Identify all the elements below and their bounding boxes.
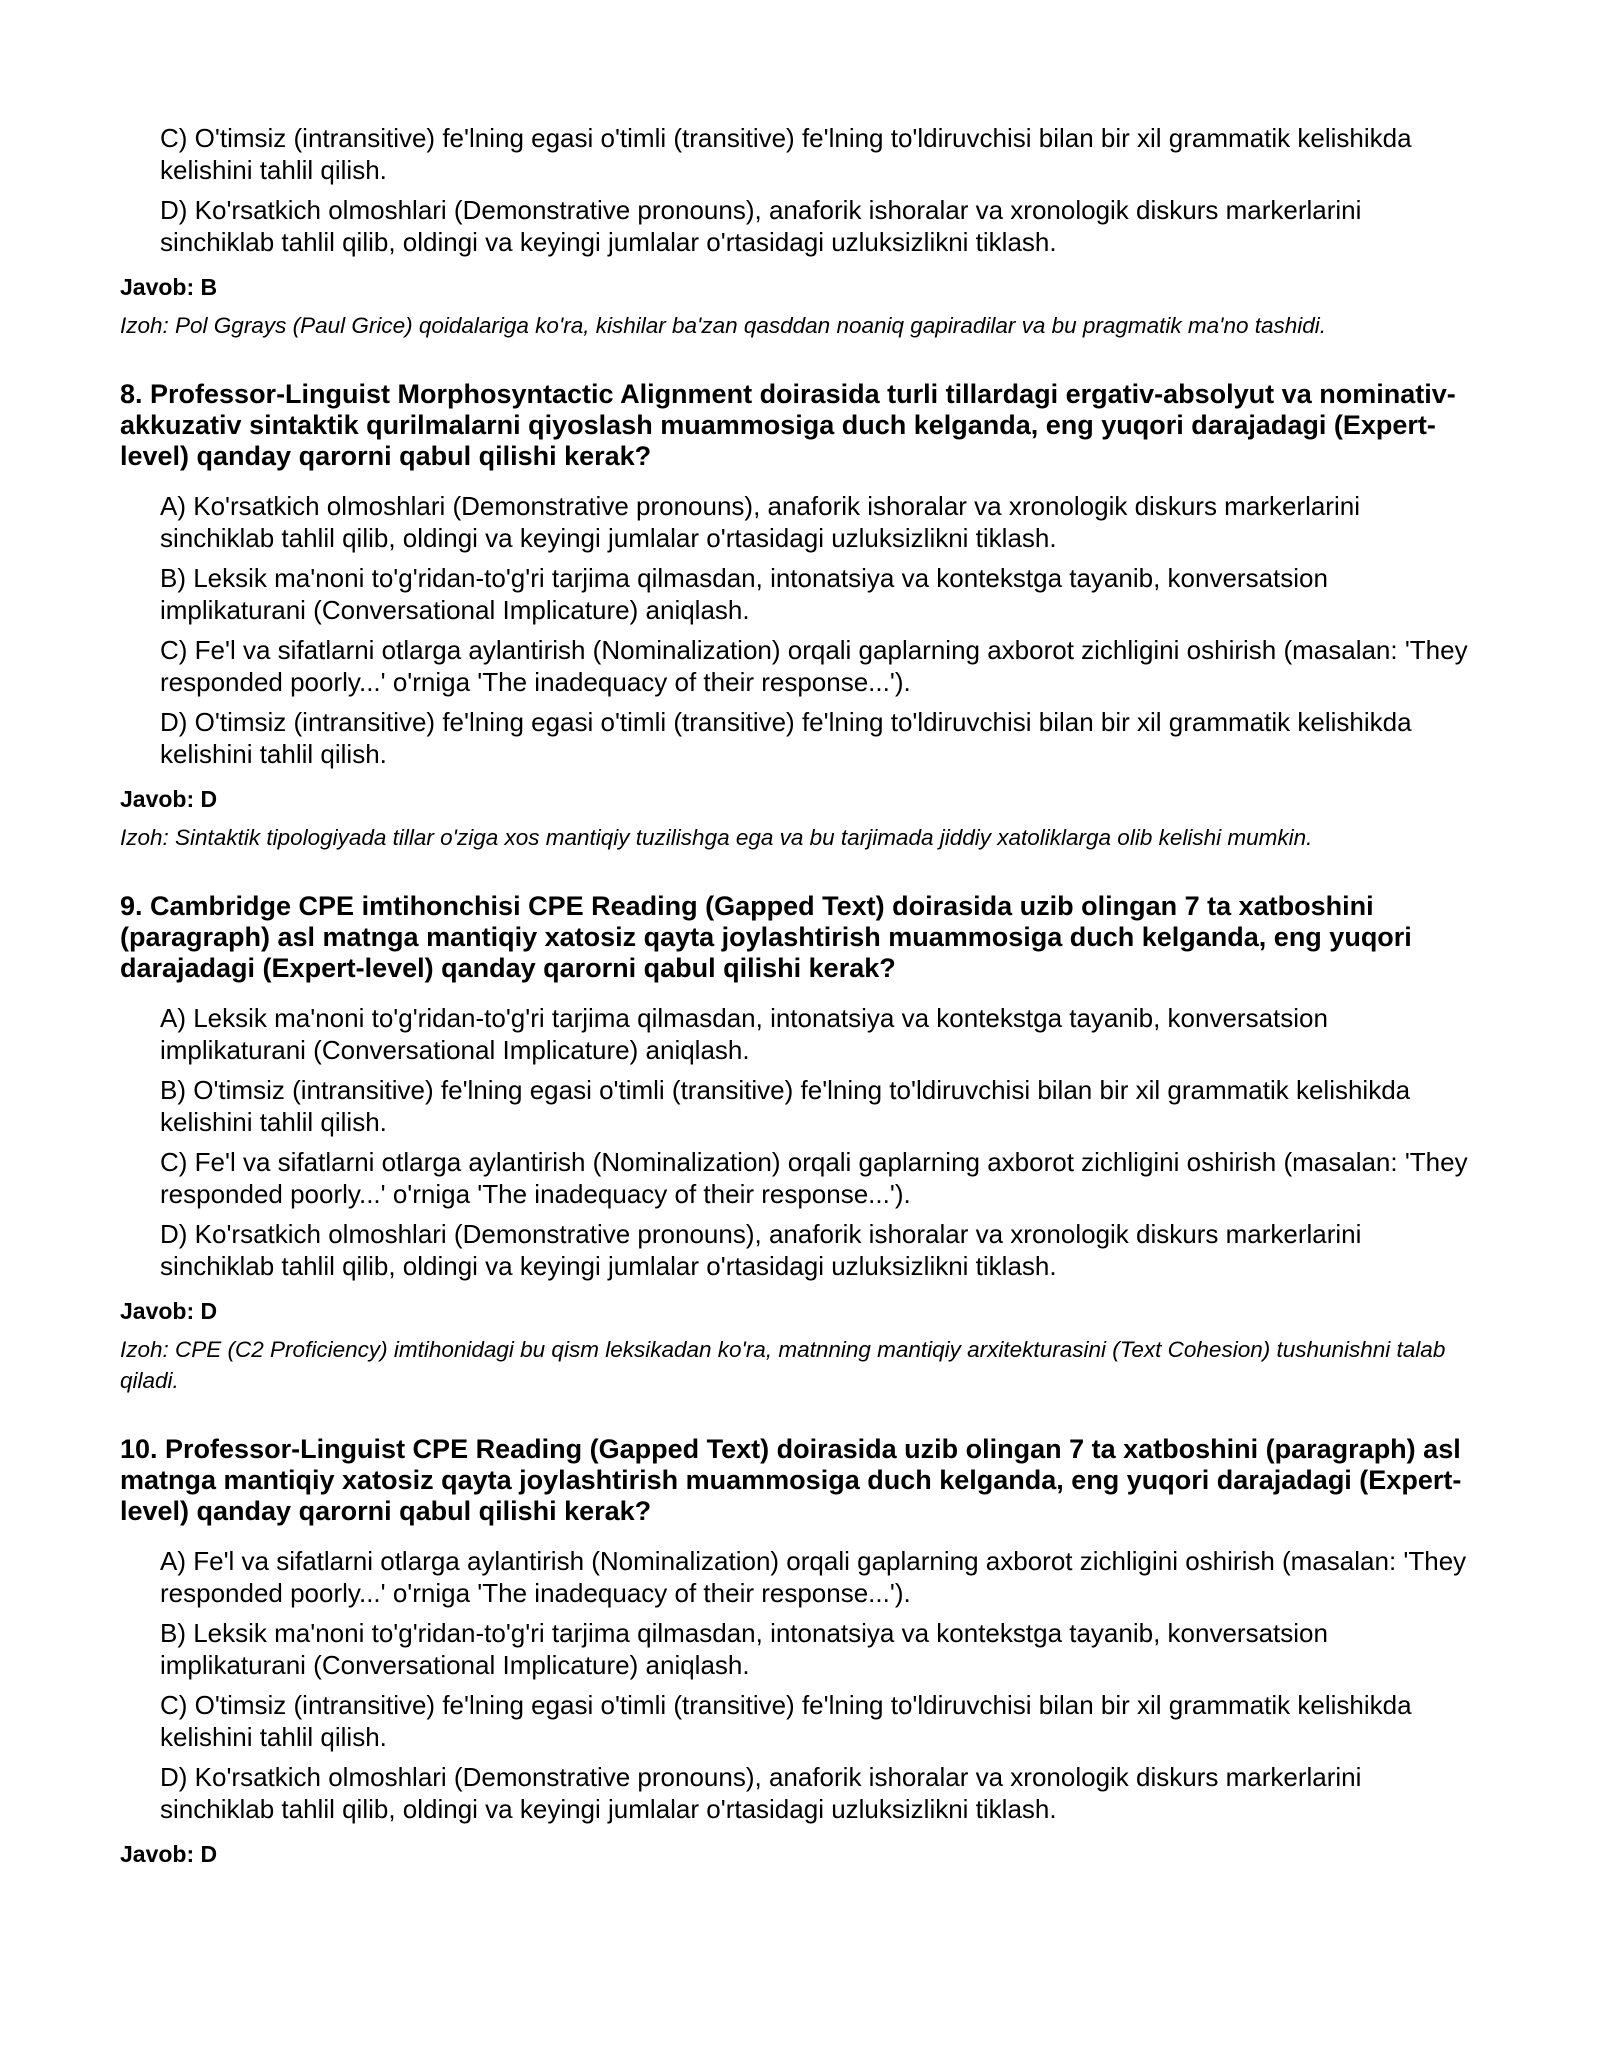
option-b: B) Leksik ma'noni to'g'ridan-to'g'ri tarjima qilmasdan, intonatsiya va kontekstga tayanib, konversatsion implikaturani (Conversational Implicature) aniqlash. xyxy=(160,563,1328,625)
question-7-continued xyxy=(120,122,1480,341)
question-title: 8. Professor-Linguist Morphosyntactic Alignment doirasida turli tillardagi ergativ-absolyut va nominativ-akkuzativ sintaktik qurilmalarni qiyoslash muammosiga duch kelganda, eng yuqori darajadagi (Expert-level) qanday qarorni qabul qilishi kerak? xyxy=(120,379,1456,471)
explanation-note: Izoh: CPE (C2 Proficiency) imtihonidagi bu qism leksikadan ko'ra, matnning mantiqiy arxitekturasini (Text Cohesion) tushunishni talab qiladi. xyxy=(120,1337,1446,1393)
option-b: B) O'timsiz (intransitive) fe'lning egasi o'timli (transitive) fe'lning to'ldiruvchisi bilan bir xil grammatik kelishikda kelishini tahlil qilish. xyxy=(160,1075,1411,1137)
option-d: D) O'timsiz (intransitive) fe'lning egasi o'timli (transitive) fe'lning to'ldiruvchisi bilan bir xil grammatik kelishikda kelishini tahlil qilish. xyxy=(160,707,1412,769)
explanation-note: Izoh: Sintaktik tipologiyada tillar o'ziga xos mantiqiy tuzilishga ega va bu tarjimada jiddiy xatoliklarga olib kelishi mumkin. xyxy=(120,825,1313,850)
explanation-note: Izoh: Pol Ggrays (Paul Grice) qoidalariga ko'ra, kishilar ba'zan qasddan noaniq gapiradilar va bu pragmatik ma'no tashidi. xyxy=(120,313,1327,338)
document-content xyxy=(120,122,1480,1877)
option-c: C) O'timsiz (intransitive) fe'lning egasi o'timli (transitive) fe'lning to'ldiruvchisi bilan bir xil grammatik kelishikda kelishini tahlil qilish. xyxy=(160,1690,1412,1752)
option-d: D) Ko'rsatkich olmoshlari (Demonstrative pronouns), anaforik ishoralar va xronologik diskurs markerlarini sinchiklab tahlil qilib, oldingi va keyingi jumlalar o'rtasidagi uzluksizlikni tiklash. xyxy=(160,1762,1362,1824)
answer-label: Javob: D xyxy=(120,1841,218,1867)
option-a: A) Leksik ma'noni to'g'ridan-to'g'ri tarjima qilmasdan, intonatsiya va kontekstga tayanib, konversatsion implikaturani (Conversational Implicature) aniqlash. xyxy=(160,1003,1328,1065)
option-c: C) Fe'l va sifatlarni otlarga aylantirish (Nominalization) orqali gaplarning axborot zichligini oshirish (masalan: 'They responded poorly...' o'rniga 'The inadequacy of their response...'). xyxy=(160,1147,1468,1209)
question-title: 10. Professor-Linguist CPE Reading (Gapped Text) doirasida uzib olingan 7 ta xatboshini (paragraph) asl matnga mantiqiy xatosiz qayta joylashtirish muammosiga duch kelganda, eng yuqori darajadagi (Expert-level) qanday qarorni qabul qilishi kerak? xyxy=(120,1434,1462,1526)
option-b: B) Leksik ma'noni to'g'ridan-to'g'ri tarjima qilmasdan, intonatsiya va kontekstga tayanib, konversatsion implikaturani (Conversational Implicature) aniqlash. xyxy=(160,1618,1328,1680)
option-c: C) O'timsiz (intransitive) fe'lning egasi o'timli (transitive) fe'lning to'ldiruvchisi bilan bir xil grammatik kelishikda kelishini tahlil qilish. xyxy=(160,123,1412,185)
option-d: D) Ko'rsatkich olmoshlari (Demonstrative pronouns), anaforik ishoralar va xronologik diskurs markerlarini sinchiklab tahlil qilib, oldingi va keyingi jumlalar o'rtasidagi uzluksizlikni tiklash. xyxy=(160,195,1362,257)
option-d: D) Ko'rsatkich olmoshlari (Demonstrative pronouns), anaforik ishoralar va xronologik diskurs markerlarini sinchiklab tahlil qilib, oldingi va keyingi jumlalar o'rtasidagi uzluksizlikni tiklash. xyxy=(160,1219,1362,1281)
option-a: A) Fe'l va sifatlarni otlarga aylantirish (Nominalization) orqali gaplarning axborot zichligini oshirish (masalan: 'They responded poorly...' o'rniga 'The inadequacy of their response...'). xyxy=(160,1546,1467,1608)
question-9 xyxy=(120,891,1480,1396)
question-8 xyxy=(120,379,1480,853)
answer-label: Javob: D xyxy=(120,1298,218,1324)
answer-label: Javob: B xyxy=(120,274,218,300)
option-c: C) Fe'l va sifatlarni otlarga aylantirish (Nominalization) orqali gaplarning axborot zichligini oshirish (masalan: 'They responded poorly...' o'rniga 'The inadequacy of their response...'). xyxy=(160,635,1468,697)
question-10 xyxy=(120,1434,1480,1869)
option-a: A) Ko'rsatkich olmoshlari (Demonstrative pronouns), anaforik ishoralar va xronologik diskurs markerlarini sinchiklab tahlil qilib, oldingi va keyingi jumlalar o'rtasidagi uzluksizlikni tiklash. xyxy=(160,491,1360,553)
answer-label: Javob: D xyxy=(120,786,218,812)
question-title: 9. Cambridge CPE imtihonchisi CPE Reading (Gapped Text) doirasida uzib olingan 7 ta xatboshini (paragraph) asl matnga mantiqiy xatosiz qayta joylashtirish muammosiga duch kelganda, eng yuqori darajadagi (Expert-level) qanday qarorni qabul qilishi kerak? xyxy=(120,891,1412,983)
